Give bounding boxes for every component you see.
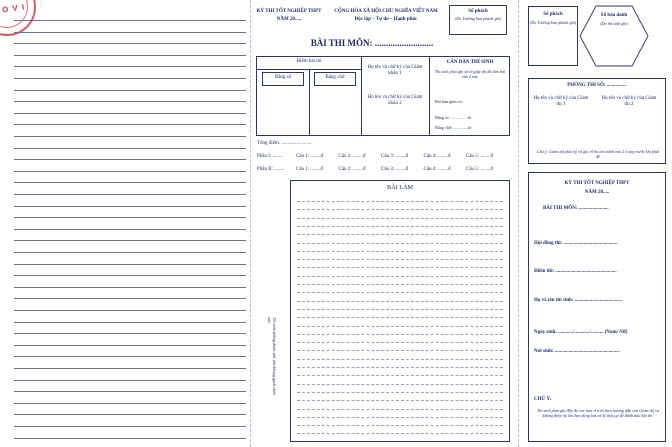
part1-question-4[interactable]: Câu 4: ........đ bbox=[423, 154, 451, 159]
ruled-line bbox=[14, 380, 246, 381]
ruled-line bbox=[14, 322, 246, 323]
ruled-line bbox=[14, 252, 246, 253]
ruled-line bbox=[14, 101, 246, 102]
ruled-line bbox=[14, 403, 246, 404]
answer-line bbox=[297, 433, 503, 434]
answer-line bbox=[297, 359, 503, 360]
answer-line bbox=[297, 367, 503, 368]
ruled-line bbox=[14, 356, 246, 357]
answer-line bbox=[297, 350, 503, 351]
ruled-line bbox=[14, 229, 246, 230]
answer-line bbox=[297, 218, 503, 219]
answer-line bbox=[297, 259, 503, 260]
ruled-line bbox=[14, 206, 246, 207]
ruled-line bbox=[14, 275, 246, 276]
ruled-line bbox=[14, 426, 246, 427]
candidate-full-name[interactable]: Họ và tên thí sinh: ...................................... bbox=[534, 298, 623, 303]
ruled-line bbox=[14, 113, 246, 114]
answer-line bbox=[297, 417, 503, 418]
answer-line bbox=[297, 317, 503, 318]
ruled-line bbox=[14, 43, 246, 44]
answer-line bbox=[297, 234, 503, 235]
ruled-line bbox=[14, 333, 246, 334]
answer-line bbox=[297, 226, 503, 227]
part1-question-5[interactable]: Câu 5: ........đ bbox=[466, 154, 493, 159]
answer-line bbox=[297, 384, 503, 385]
ruled-line bbox=[14, 240, 246, 241]
answer-line bbox=[297, 209, 503, 210]
ruled-line bbox=[14, 287, 246, 288]
answer-line bbox=[297, 342, 503, 343]
ruled-line bbox=[14, 194, 246, 195]
answer-line bbox=[297, 425, 503, 426]
table-divider-2 bbox=[429, 57, 430, 136]
part2-question-5[interactable]: Câu 5: ........đ bbox=[466, 167, 493, 172]
part2-question-3[interactable]: Câu 3: ........đ bbox=[381, 167, 408, 172]
exam-title-line2: NĂM 20..... bbox=[276, 17, 302, 22]
fold-line-2 bbox=[518, 0, 519, 447]
so-phach-note: (Do Trưởng ban phách ghi) bbox=[454, 16, 502, 21]
ruled-line bbox=[14, 171, 246, 172]
notice-word-label[interactable]: Bằng chữ: ..............tờ bbox=[435, 125, 472, 130]
ruled-line bbox=[14, 136, 246, 137]
answer-line bbox=[297, 409, 503, 410]
ruled-line bbox=[14, 148, 246, 149]
ruled-line bbox=[14, 368, 246, 369]
answer-line bbox=[297, 276, 503, 277]
ruled-line bbox=[14, 310, 246, 311]
answer-line bbox=[297, 251, 503, 252]
candidate-council[interactable]: Hội đồng thi: ........................................... bbox=[534, 241, 618, 246]
red-seal-text: O V I bbox=[1, 2, 26, 15]
right-panel bbox=[520, 0, 672, 447]
answer-line bbox=[297, 301, 503, 302]
part2-label[interactable]: Phần II: ........ bbox=[257, 167, 285, 172]
room-title[interactable]: PHÒNG THI SỐ: ................ bbox=[567, 83, 627, 88]
ruled-line bbox=[14, 55, 246, 56]
candidate-title-line2: NĂM 20..... bbox=[584, 190, 610, 195]
examiner2-label: Họ tên và chữ ký của Giám khảo 2 bbox=[367, 95, 423, 106]
score-col-words: Bằng chữ bbox=[325, 75, 345, 80]
supervisor2-label: Họ tên và chữ ký của Giám thị 2 bbox=[601, 96, 657, 107]
candidate-subject[interactable]: BÀI THI MÔN: ........................ bbox=[543, 206, 609, 211]
ruled-line bbox=[14, 391, 246, 392]
ruled-line bbox=[14, 124, 246, 125]
notice-num-label[interactable]: Bằng số: ................tờ bbox=[435, 115, 471, 120]
score-col-number: Bằng số bbox=[274, 75, 292, 80]
score-words-cell[interactable] bbox=[314, 72, 356, 86]
answer-line bbox=[297, 267, 503, 268]
exam-title-line1: KỲ THI TỐT NGHIỆP THPT bbox=[256, 9, 322, 14]
part1-question-2[interactable]: Câu 2: ........đ bbox=[338, 154, 366, 159]
part2-question-4[interactable]: Câu 4: ........đ bbox=[423, 167, 451, 172]
fold-line bbox=[250, 0, 251, 447]
ruled-line bbox=[14, 90, 246, 91]
ruled-line bbox=[14, 345, 246, 346]
ruled-line bbox=[14, 298, 246, 299]
part1-question-3[interactable]: Câu 3: ........đ bbox=[381, 154, 408, 159]
ruled-line bbox=[14, 159, 246, 160]
answer-line bbox=[297, 309, 503, 310]
answer-line bbox=[297, 284, 503, 285]
ruled-line bbox=[14, 217, 246, 218]
right-so-phach-box[interactable] bbox=[528, 6, 578, 66]
answer-side-note: Thí sinh không được viết vào khung gạch chéo này bbox=[267, 317, 278, 396]
candidate-birth[interactable]: Ngày sinh: ............/............/.......... (Nam/ Nữ) bbox=[534, 330, 628, 335]
ruled-line bbox=[14, 66, 246, 67]
ruled-line bbox=[14, 264, 246, 265]
answer-line bbox=[297, 392, 503, 393]
notice-pages-label: Bài làm gồm có: bbox=[435, 99, 463, 104]
right-so-phach-note: (Do Trưởng ban phách ghi) bbox=[529, 20, 577, 25]
candidate-birthplace[interactable]: Nơi sinh: .................................................... bbox=[534, 349, 620, 354]
candidate-exam-site[interactable]: Điểm thi: ................................................. bbox=[534, 269, 617, 274]
main-title: BÀI THI MÔN: .......................... bbox=[310, 38, 434, 48]
score-table bbox=[256, 56, 510, 136]
nation-line1: CỘNG HÒA XÃ HỘI CHỦ NGHĨA VIỆT NAM bbox=[334, 9, 438, 14]
answer-line bbox=[297, 243, 503, 244]
part1-label[interactable]: Phần I: ........ bbox=[257, 154, 283, 159]
table-divider-1 bbox=[361, 57, 362, 136]
score-number-cell[interactable] bbox=[262, 72, 304, 86]
candidate-note-text: Thí sinh phải ghi đầy đủ các mục ở trên theo hướng dẫn của Giám thị và không được ký tên hay dùng bất cứ ký hiệu gì để đánh dấu bài thi. bbox=[536, 408, 660, 419]
so-bao-danh-label: Số báo danh bbox=[600, 13, 628, 18]
room-box bbox=[528, 78, 666, 164]
ruled-line bbox=[14, 20, 246, 21]
nation-line2: Độc lập – Tự do – Hạnh phúc bbox=[354, 17, 418, 22]
candidate-title-line1: KỲ THI TỐT NGHIỆP THPT bbox=[564, 181, 630, 186]
part2-question-1[interactable]: Câu 1: ........đ bbox=[296, 167, 323, 172]
answer-line bbox=[297, 326, 503, 327]
notice-title: CẦN DẶN THÍ SINH bbox=[446, 60, 494, 65]
answer-line bbox=[297, 400, 503, 401]
notice-text: Thí sinh phải ghi số tờ giấy thi đã làm bài vào ô này bbox=[434, 69, 506, 80]
total-score-label[interactable]: Tổng điểm: ........................ bbox=[257, 141, 312, 146]
right-so-phach-label: Số phách bbox=[543, 12, 563, 17]
ruled-line bbox=[14, 438, 246, 439]
answer-line bbox=[297, 201, 503, 202]
left-panel bbox=[0, 0, 250, 447]
so-phach-box[interactable] bbox=[449, 5, 507, 35]
so-phach-label: Số phách bbox=[468, 9, 488, 14]
score-header: Điểm bài thi bbox=[296, 59, 322, 64]
room-note: Chú ý: Giám thị phải ký và ghi rõ họ tên mình vào 2 ô này trước khi phát đề bbox=[536, 149, 660, 160]
part1-question-1[interactable]: Câu 1: ........đ bbox=[296, 154, 323, 159]
center-panel bbox=[252, 0, 514, 447]
answer-line bbox=[297, 334, 503, 335]
answer-title: BÀI LÀM bbox=[387, 184, 413, 191]
ruled-line bbox=[14, 78, 246, 79]
ruled-line bbox=[14, 32, 246, 33]
candidate-note-title: CHÚ Ý: bbox=[534, 397, 552, 402]
part2-question-2[interactable]: Câu 2: ........đ bbox=[338, 167, 366, 172]
ruled-line bbox=[14, 414, 246, 415]
supervisor1-label: Họ tên và chữ ký của Giám thị 1 bbox=[533, 96, 589, 107]
examiner1-label: Họ tên và chữ ký của Giám khảo 1 bbox=[367, 65, 423, 76]
candidate-box bbox=[528, 172, 666, 442]
answer-line bbox=[297, 375, 503, 376]
answer-line bbox=[297, 292, 503, 293]
answer-box[interactable] bbox=[290, 180, 510, 442]
so-bao-danh-note: (Do thí sinh ghi) bbox=[600, 21, 628, 26]
ruled-line bbox=[14, 182, 246, 183]
